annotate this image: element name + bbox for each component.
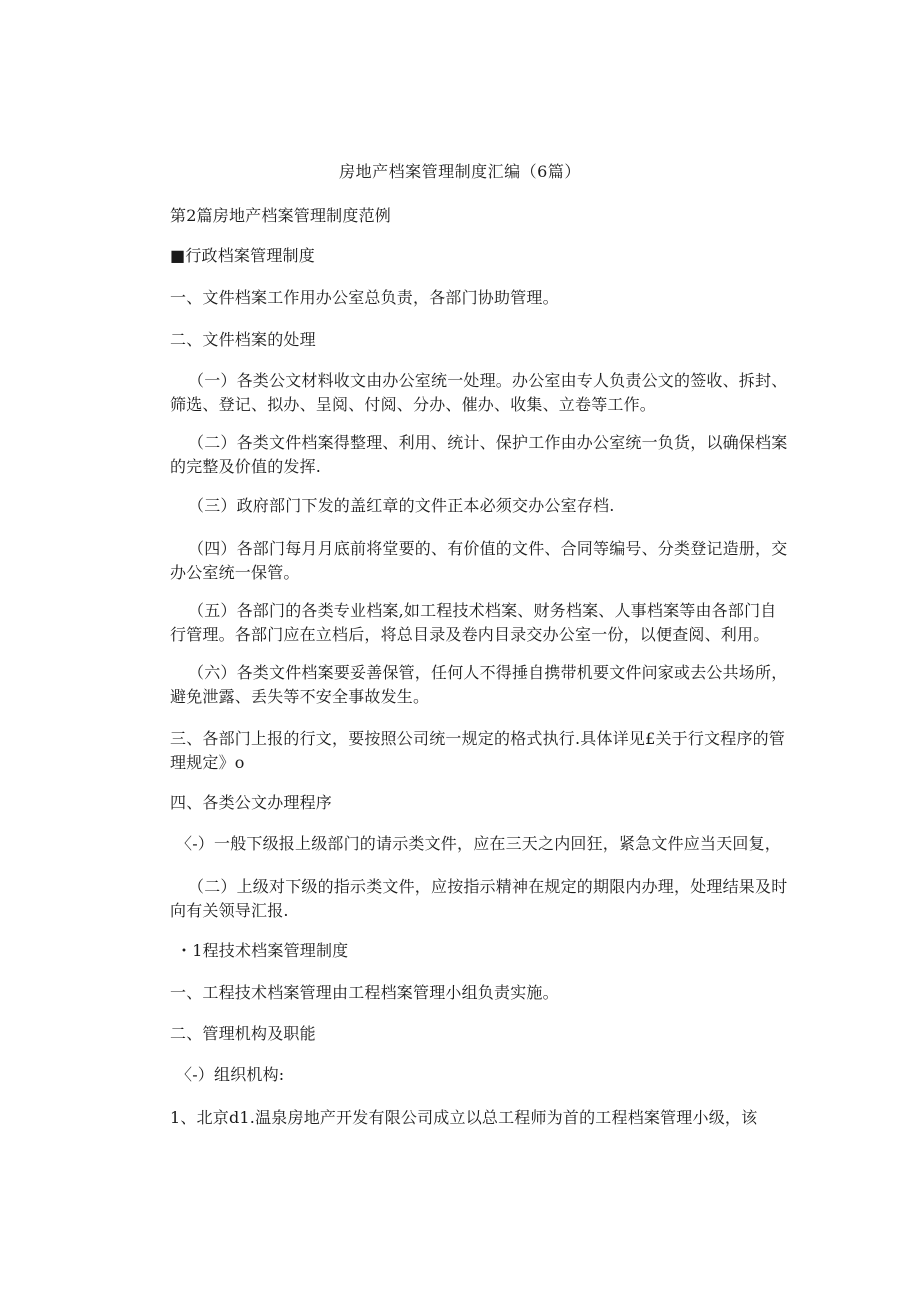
paragraph-6: （四）各部门每月月底前将堂要的、有价值的文件、合同等编号、分类登记造册，交办公室统一保管。 (170, 539, 788, 582)
paragraph-9: 三、各部门上报的行文，要按照公司统一规定的格式执行.具体详见£关于行文程序的管理规定》o (170, 729, 786, 772)
section-title-administrative: ■行政档案管理制度 (170, 246, 315, 265)
paragraph-10: 四、各类公文办理程序 (170, 793, 333, 812)
paragraph-12: （二）上级对下级的指示类文件，应按指示精神在规定的期限内办理，处理结果及时向有关领导汇报. (170, 877, 788, 920)
paragraph-14: 二、管理机构及职能 (170, 1024, 316, 1043)
section-title-engineering: ・1程技术档案管理制度 (176, 941, 349, 960)
paragraph-8: （六）各类文件档案要妥善保管，任何人不得捶自携带机要文件问家或去公共场所，避免泄露、丢失等不安全事故发生。 (170, 663, 788, 706)
paragraph-4: （二）各类文件档案得整理、利用、统计、保护工作由办公室统一负货，以确保档案的完整及价值的发挥. (170, 433, 788, 476)
document-title: 房地产档案管理制度汇编（6篇） (339, 162, 581, 181)
paragraph-3: （一）各类公文材料收文由办公室统一处理。办公室由专人负责公文的签收、拆封、筛选、登记、拟办、呈阅、付阅、分办、催办、收集、立卷等工作。 (170, 371, 788, 414)
paragraph-16: 1、北京d1.温泉房地产开发有限公司成立以总工程师为首的工程档案管理小级，该 (170, 1108, 758, 1127)
paragraph-15: 〈-）组织机构: (176, 1065, 285, 1084)
paragraph-13: 一、工程技术档案管理由工程档案管理小组负责实施。 (170, 983, 559, 1002)
paragraph-2: 二、文件档案的处理 (170, 330, 316, 349)
paragraph-11: 〈-）一般下级报上级部门的请示类文件，应在三天之内回狂，紧急文件应当天回复， (176, 834, 782, 853)
paragraph-1: 一、文件档案工作用办公室总负责，各部门协助管理。 (170, 288, 559, 307)
article-heading: 第2篇房地产档案管理制度范例 (170, 206, 391, 225)
paragraph-5: （三）政府部门下发的盖红章的文件正本必须交办公室存档. (188, 496, 615, 515)
paragraph-7: （五）各部门的各类专业档案,如工程技术档案、财务档案、人事档案等由各部门自行管理。各部门应在立档后，将总目录及卷内目录交办公室一份，以便查阅、利用。 (170, 601, 777, 644)
